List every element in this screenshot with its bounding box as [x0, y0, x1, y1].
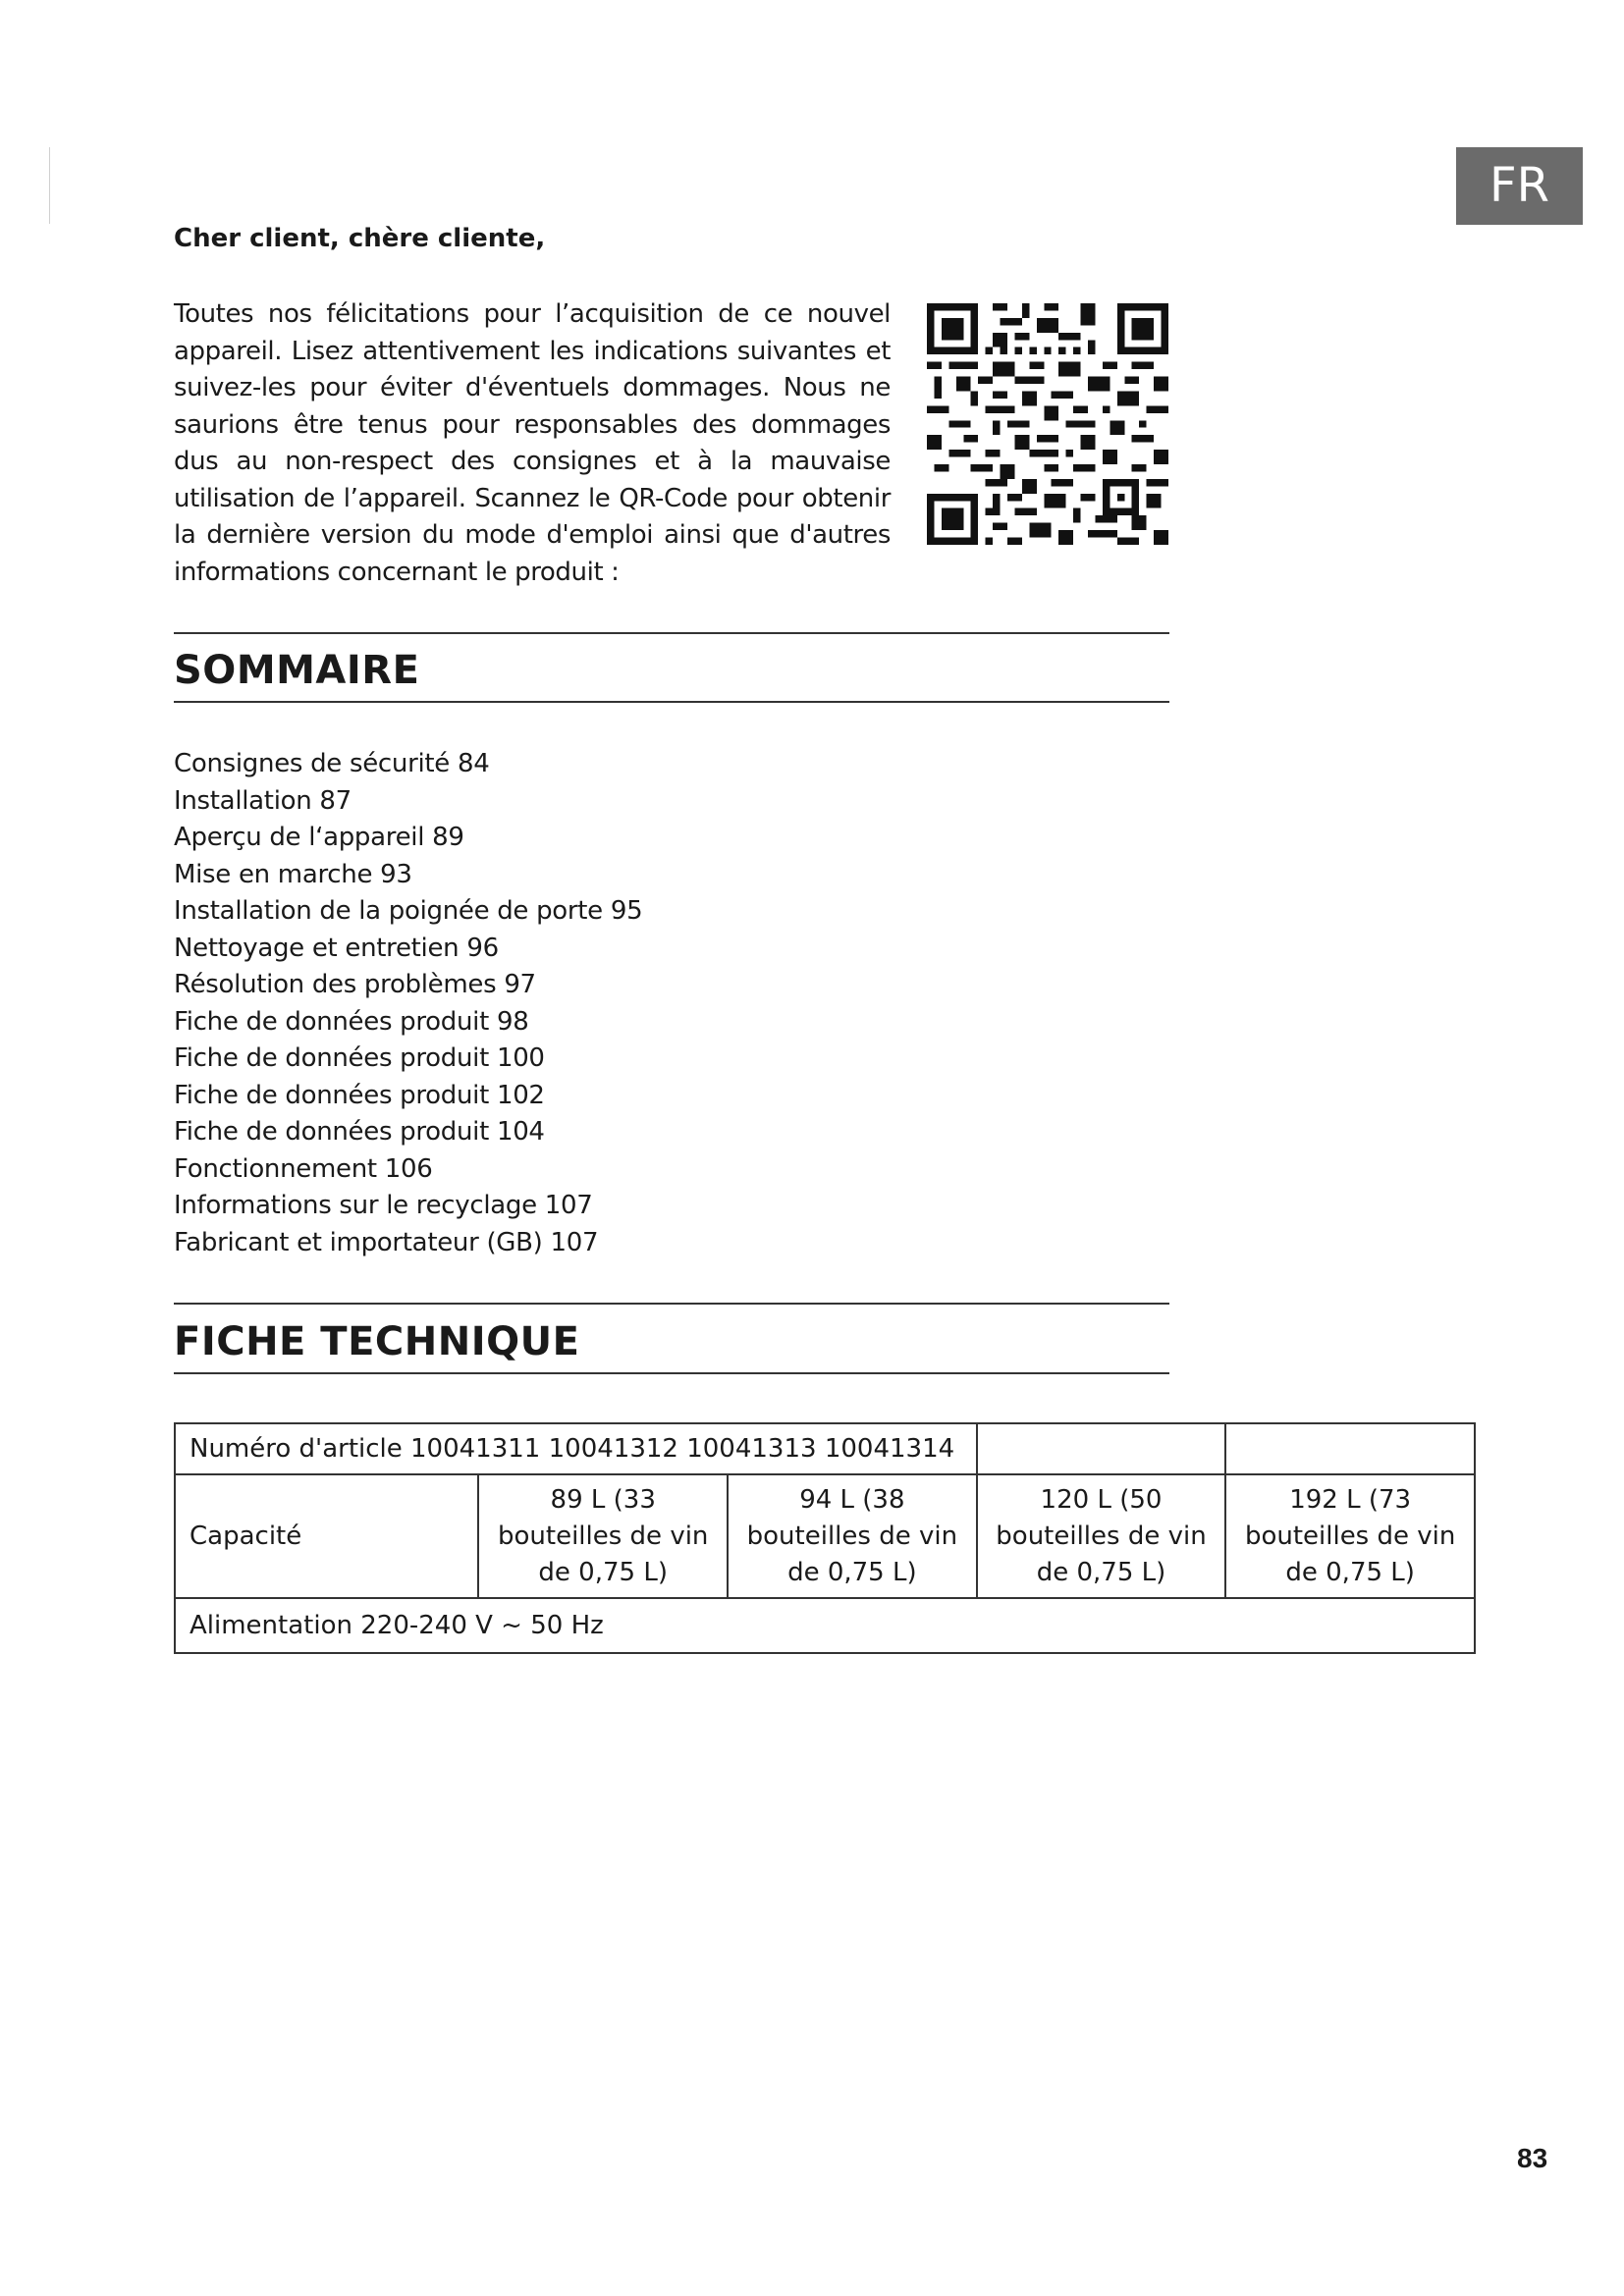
table-of-contents — [174, 746, 642, 1261]
toc-item: Mise en marche 93 — [174, 859, 412, 889]
capacity-cell: 192 L (73 bouteilles de vin de 0,75 L) — [1225, 1474, 1475, 1598]
toc-item: Nettoyage et entretien 96 — [174, 933, 499, 963]
power-cell: Alimentation 220-240 V ~ 50 Hz — [175, 1598, 1475, 1653]
toc-item: Fiche de données produit 104 — [174, 1117, 545, 1147]
intro-paragraph: Toutes nos félicitations pour l’acquisition de ce nouvel appareil. Lisez attentivement les indications suivantes et suivez-les pour éviter d'éventuels dommages. Nous ne saurions être tenus pour responsables des dommages dus au non-respect des consignes et à la mauvaise utilisation de l’appareil. Scannez le QR-Code pour obtenir la dernière version du mode d'emploi ainsi que d'autres informations concernant le produit : — [174, 299, 891, 587]
toc-item: Informations sur le recyclage 107 — [174, 1191, 593, 1220]
capacity-cell: 120 L (50 bouteilles de vin de 0,75 L) — [977, 1474, 1226, 1598]
table-row — [175, 1474, 1475, 1598]
toc-title: SOMMAIRE — [174, 648, 420, 693]
greeting: Cher client, chère cliente, — [174, 224, 546, 253]
toc-item: Consignes de sécurité 84 — [174, 749, 490, 778]
capacity-cell: 89 L (33 bouteilles de vin de 0,75 L) — [478, 1474, 728, 1598]
toc-item: Fiche de données produit 100 — [174, 1043, 545, 1073]
toc-item: Fabricant et importateur (GB) 107 — [174, 1227, 599, 1257]
toc-rule-bottom — [174, 701, 1169, 703]
capacity-label: Capacité — [175, 1474, 478, 1598]
article-number-cell: Numéro d'article 10041311 10041312 10041313 10041314 — [175, 1423, 977, 1474]
toc-item: Fiche de données produit 102 — [174, 1080, 545, 1110]
margin-line — [49, 147, 50, 224]
capacity-cell: 94 L (38 bouteilles de vin de 0,75 L) — [728, 1474, 977, 1598]
specs-title: FICHE TECHNIQUE — [174, 1319, 580, 1364]
toc-item: Aperçu de l‘appareil 89 — [174, 823, 464, 852]
page-number: 83 — [1517, 2143, 1548, 2173]
language-tab: FR — [1456, 147, 1583, 225]
table-row — [175, 1598, 1475, 1653]
empty-cell — [977, 1423, 1226, 1474]
qr-code-icon — [927, 302, 1168, 546]
toc-item: Résolution des problèmes 97 — [174, 970, 536, 999]
table-row — [175, 1423, 1475, 1474]
toc-item: Installation 87 — [174, 785, 352, 816]
toc-item: Fiche de données produit 98 — [174, 1006, 529, 1037]
spec-table — [174, 1422, 1476, 1654]
toc-rule-top — [174, 632, 1169, 634]
toc-item: Fonctionnement 106 — [174, 1153, 433, 1184]
empty-cell — [1225, 1423, 1475, 1474]
specs-rule-bottom — [174, 1372, 1169, 1374]
toc-item: Installation de la poignée de porte 95 — [174, 896, 643, 926]
specs-rule-top — [174, 1303, 1169, 1305]
